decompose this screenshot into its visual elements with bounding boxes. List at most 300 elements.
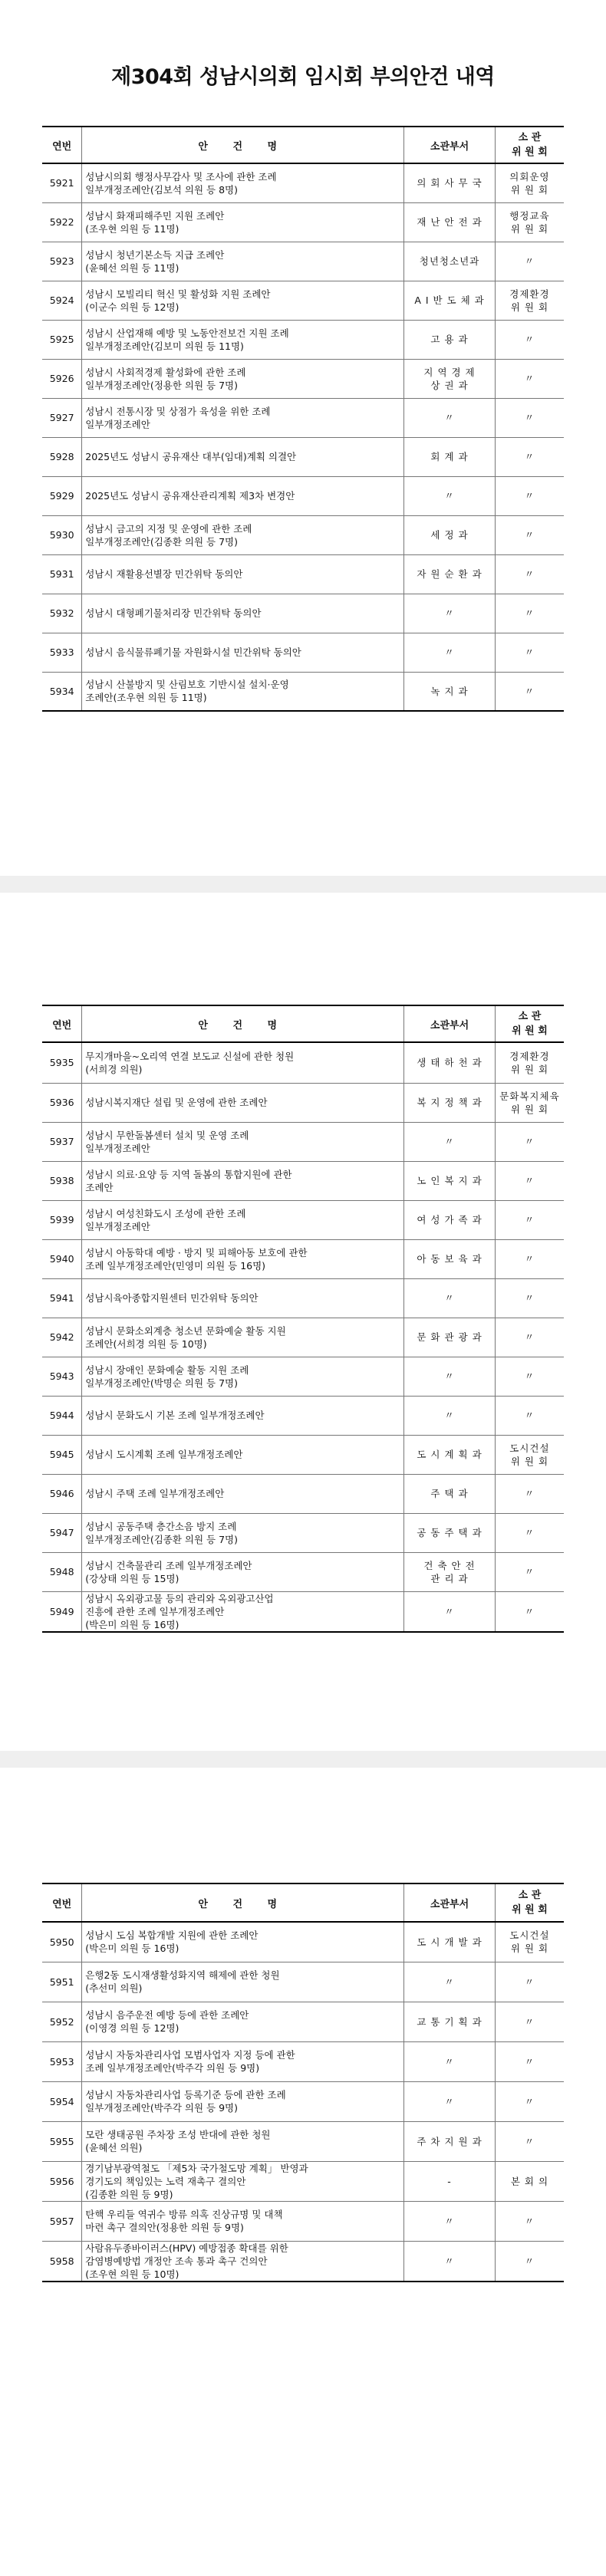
row-item [82, 515, 404, 554]
row-committee [495, 554, 564, 594]
row-number: 5934 [42, 672, 82, 711]
header-number: 연번 [42, 127, 82, 163]
row-item [82, 2041, 404, 2081]
row-department [404, 2002, 496, 2041]
row-committee [495, 1474, 564, 1513]
table-row [42, 2161, 564, 2201]
cell-line: A I 반 도 체 과 [414, 294, 485, 306]
cell-line: 감염병예방법 개정안 조속 통과 촉구 건의안 [85, 2255, 268, 2267]
cell-line: 위 원 회 [510, 301, 549, 313]
cell-line: 위 원 회 [510, 222, 549, 235]
cell-line: 성남시 사회적경제 활성화에 관한 조례 [85, 366, 246, 378]
row-number: 5923 [42, 242, 82, 281]
row-department [404, 515, 496, 554]
row-item [82, 1122, 404, 1161]
row-committee [495, 1083, 564, 1122]
row-number: 5929 [42, 476, 82, 515]
cell-line: 일부개정조례안 [85, 1142, 150, 1154]
cell-line: 의회운영 [509, 170, 550, 183]
row-department [404, 320, 496, 359]
cell-line: 성남시 전통시장 및 상점가 육성을 위한 조례 [85, 405, 271, 417]
row-number: 5942 [42, 1318, 82, 1357]
row-item [82, 1962, 404, 2002]
cell-line: 성남시 문화소외계층 청소년 문화예술 활동 지원 [85, 1324, 286, 1337]
row-number: 5926 [42, 359, 82, 398]
cell-line: 〃 [524, 1566, 535, 1578]
cell-line: 경제환경 [509, 288, 550, 300]
cell-line: (박은미 의원 등 16명) [85, 1618, 179, 1630]
row-department [404, 1083, 496, 1122]
row-department [404, 359, 496, 398]
cell-line: 〃 [524, 529, 535, 541]
cell-line: 회 계 과 [430, 451, 469, 462]
cell-line: 여 성 가 족 과 [417, 1214, 482, 1225]
row-item [82, 2161, 404, 2201]
row-number: 5941 [42, 1278, 82, 1318]
row-department [404, 554, 496, 594]
cell-line: 교 통 기 획 과 [417, 2015, 482, 2028]
row-item [82, 2002, 404, 2041]
cell-line: 조례안(조우현 의원 등 11명) [85, 692, 207, 704]
table-row [42, 2081, 564, 2121]
table-row [42, 1318, 564, 1357]
header-item: 안 건 명 [82, 1883, 404, 1922]
row-item [82, 359, 404, 398]
row-committee [495, 320, 564, 359]
table-row [42, 515, 564, 554]
row-department [404, 1474, 496, 1513]
cell-line: 〃 [524, 1488, 535, 1499]
cell-line: 생 태 하 천 과 [417, 1057, 482, 1069]
row-item [82, 1435, 404, 1474]
table-row [42, 2002, 564, 2041]
cell-line: 성남시 자동차관리사업 등록기준 등에 관한 조례 [85, 2089, 286, 2101]
cell-line: 성남시 음식물류폐기물 자원화시설 민간위탁 동의안 [85, 646, 301, 658]
cell-line: 〃 [524, 2015, 535, 2028]
cell-line: 〃 [524, 1527, 535, 1538]
cell-line: 성남시육아종합지원센터 민간위탁 동의안 [85, 1292, 259, 1304]
cell-line: 성남시 장애인 문화예술 활동 지원 조례 [85, 1364, 249, 1376]
cell-line: 〃 [524, 646, 535, 658]
agenda-table-page-3 [42, 1883, 564, 2282]
header-committee [495, 1005, 564, 1042]
row-department [404, 242, 496, 281]
table-row [42, 202, 564, 242]
row-department [404, 2121, 496, 2161]
row-department [404, 281, 496, 320]
cell-line: 은행2동 도시재생활성화지역 해제에 관한 청원 [85, 1969, 280, 1981]
row-item [82, 2081, 404, 2121]
table-row [42, 359, 564, 398]
cell-line: 관 리 과 [430, 1572, 469, 1584]
row-item [82, 1161, 404, 1200]
cell-line: 성남시의회 행정사무감사 및 조사에 관한 조례 [85, 170, 277, 183]
row-number: 5930 [42, 515, 82, 554]
cell-line: 〃 [524, 451, 535, 462]
row-item [82, 1591, 404, 1632]
cell-line: 일부개정조례안 [85, 418, 150, 430]
cell-line: 〃 [444, 1136, 455, 1147]
row-item [82, 398, 404, 437]
row-committee [495, 2121, 564, 2161]
cell-line: 성남시 산업재해 예방 및 노동안전보건 지원 조례 [85, 327, 289, 339]
row-committee [495, 1357, 564, 1396]
row-committee [495, 163, 564, 202]
cell-line: 〃 [444, 490, 455, 502]
row-committee [495, 1042, 564, 1083]
cell-line: 건 축 안 전 [423, 1559, 476, 1571]
cell-line: 조례안 [85, 1181, 114, 1193]
cell-line: 위 원 회 [510, 1943, 549, 1955]
cell-line: 〃 [444, 1292, 455, 1304]
row-department [404, 1042, 496, 1083]
row-committee [495, 672, 564, 711]
row-item [82, 202, 404, 242]
row-department [404, 594, 496, 633]
row-number: 5938 [42, 1161, 82, 1200]
cell-line: 〃 [444, 1370, 455, 1382]
cell-line: (서희경 의원) [85, 1063, 143, 1075]
row-department [404, 633, 496, 672]
cell-line: 도시건설 [509, 1930, 550, 1942]
agenda-table-page-2 [42, 1005, 564, 1633]
table-row [42, 1474, 564, 1513]
cell-line: 〃 [444, 2055, 455, 2068]
cell-line: 일부개정조례안(김종환 의원 등 7명) [85, 535, 238, 548]
row-number: 5948 [42, 1552, 82, 1591]
row-item [82, 320, 404, 359]
header-committee-bottom: 위 원 회 [512, 146, 548, 158]
cell-line: (박은미 의원 등 16명) [85, 1943, 179, 1955]
row-item [82, 1239, 404, 1278]
row-committee [495, 1278, 564, 1318]
row-item [82, 1513, 404, 1552]
cell-line: 세 정 과 [430, 529, 469, 541]
cell-line: (이군수 의원 등 12명) [85, 301, 179, 313]
row-item [82, 672, 404, 711]
page-separator [0, 876, 606, 893]
cell-line: 일부개정조례안(김보미 의원 등 11명) [85, 340, 244, 352]
header-row [42, 127, 564, 163]
row-department [404, 2241, 496, 2282]
table-row [42, 1239, 564, 1278]
row-number: 5933 [42, 633, 82, 672]
row-committee [495, 1396, 564, 1435]
row-department [404, 1513, 496, 1552]
row-number: 5955 [42, 2121, 82, 2161]
cell-line: 위 원 회 [510, 1455, 549, 1467]
cell-line: 성남시 자동차관리사업 모범사업자 지정 등에 관한 [85, 2049, 295, 2061]
row-committee [495, 2081, 564, 2121]
table-row [42, 1396, 564, 1435]
cell-line: 성남시복지재단 설립 및 운영에 관한 조례안 [85, 1097, 268, 1108]
cell-line: 본 회 의 [510, 2175, 549, 2187]
cell-line: 〃 [444, 607, 455, 619]
cell-line: 성남시 옥외광고물 등의 관리와 옥외광고산업 [85, 1592, 274, 1604]
cell-line: 공 동 주 택 과 [417, 1527, 482, 1538]
cell-line: 성남시 아동학대 예방 · 방지 및 피해아동 보호에 관한 [85, 1246, 308, 1258]
table-row [42, 398, 564, 437]
cell-line: 〃 [444, 1976, 455, 1988]
cell-line: 〃 [524, 2095, 535, 2107]
row-committee [495, 242, 564, 281]
row-number: 5928 [42, 437, 82, 476]
row-committee [495, 2201, 564, 2241]
cell-line: 상 권 과 [430, 379, 469, 391]
header-committee-bottom: 위 원 회 [512, 1025, 548, 1037]
header-department: 소관부서 [404, 1883, 496, 1922]
row-department [404, 1435, 496, 1474]
row-number: 5945 [42, 1435, 82, 1474]
row-number: 5932 [42, 594, 82, 633]
cell-line: 조례 일부개정조례안(민영미 의원 등 16명) [85, 1259, 266, 1272]
row-committee [495, 515, 564, 554]
cell-line: 성남시 무한돌봄센터 설치 및 운영 조례 [85, 1129, 249, 1141]
cell-line: 진흥에 관한 조례 일부개정조례안 [85, 1605, 225, 1617]
cell-line: 〃 [524, 2055, 535, 2068]
cell-line: 고 용 과 [430, 334, 469, 345]
row-item [82, 1042, 404, 1083]
cell-line: 일부개정조례안(김종환 의원 등 7명) [85, 1533, 238, 1545]
cell-line: 2025년도 성남시 공유재산 대부(임대)계획 의결안 [85, 451, 297, 462]
row-item [82, 554, 404, 594]
cell-line: 성남시 산불방지 및 산림보호 기반시설 설치·운영 [85, 679, 289, 691]
row-item [82, 1474, 404, 1513]
header-department: 소관부서 [404, 1005, 496, 1042]
row-department [404, 2161, 496, 2201]
row-department [404, 1278, 496, 1318]
table-row [42, 1161, 564, 1200]
row-number: 5925 [42, 320, 82, 359]
cell-line: 〃 [444, 1410, 455, 1421]
table-row [42, 1042, 564, 1083]
cell-line: 〃 [524, 685, 535, 697]
row-number: 5936 [42, 1083, 82, 1122]
row-number: 5952 [42, 2002, 82, 2041]
cell-line: 〃 [524, 1136, 535, 1147]
table-row [42, 1083, 564, 1122]
cell-line: 행정교육 [509, 209, 550, 222]
table-row [42, 320, 564, 359]
cell-line: 성남시 금고의 지정 및 운영에 관한 조례 [85, 522, 252, 535]
cell-line: 무지개마을~오리역 연결 보도교 신설에 관한 청원 [85, 1050, 295, 1062]
row-number: 5922 [42, 202, 82, 242]
row-department [404, 202, 496, 242]
cell-line: 성남시 의료·요양 등 지역 돌봄의 통합지원에 관한 [85, 1168, 292, 1180]
row-department [404, 2201, 496, 2241]
cell-line: 위 원 회 [510, 1063, 549, 1075]
row-number: 5940 [42, 1239, 82, 1278]
row-department [404, 2041, 496, 2081]
row-item [82, 242, 404, 281]
cell-line: 주 택 과 [430, 1488, 469, 1499]
table-row [42, 1357, 564, 1396]
header-committee [495, 1883, 564, 1922]
row-item [82, 437, 404, 476]
cell-line: (강상태 의원 등 15명) [85, 1572, 179, 1584]
cell-line: 일부개정조례안(정용한 의원 등 7명) [85, 379, 238, 391]
cell-line: 성남시 대형폐기물처리장 민간위탁 동의안 [85, 607, 262, 619]
cell-line: 〃 [524, 1292, 535, 1304]
cell-line: (조우현 의원 등 11명) [85, 222, 179, 235]
cell-line: (윤혜선 의원) [85, 2142, 143, 2153]
header-item: 안 건 명 [82, 127, 404, 163]
row-department [404, 1396, 496, 1435]
row-committee [495, 2002, 564, 2041]
cell-line: 성남시 주택 조례 일부개정조례안 [85, 1488, 225, 1499]
row-item [82, 2121, 404, 2161]
table-row [42, 1435, 564, 1474]
cell-line: 〃 [524, 2255, 535, 2267]
cell-line: 도시건설 [509, 1442, 550, 1454]
row-department [404, 163, 496, 202]
cell-line: 〃 [524, 334, 535, 345]
row-committee [495, 437, 564, 476]
row-item [82, 2201, 404, 2241]
cell-line: 도 시 개 발 과 [417, 1936, 482, 1948]
row-committee [495, 1435, 564, 1474]
row-item [82, 1552, 404, 1591]
row-item [82, 1396, 404, 1435]
row-committee [495, 398, 564, 437]
row-number: 5935 [42, 1042, 82, 1083]
row-item [82, 1278, 404, 1318]
table-row [42, 1122, 564, 1161]
cell-line: 〃 [524, 607, 535, 619]
cell-line: 성남시 공동주택 층간소음 방지 조례 [85, 1520, 237, 1532]
row-committee [495, 476, 564, 515]
cell-line: 위 원 회 [510, 183, 549, 196]
row-committee [495, 2041, 564, 2081]
table-row [42, 437, 564, 476]
row-committee [495, 1239, 564, 1278]
table-row [42, 1962, 564, 2002]
row-number: 5957 [42, 2201, 82, 2241]
cell-line: 성남시 청년기본소득 지급 조례안 [85, 248, 225, 261]
cell-line: 〃 [524, 1253, 535, 1265]
cell-line: (김종환 의원 등 9명) [85, 2188, 173, 2200]
cell-line: 성남시 도심 복합개발 지원에 관한 조례안 [85, 1930, 259, 1942]
row-number: 5949 [42, 1591, 82, 1632]
cell-line: 성남시 모빌리티 혁신 및 활성화 지원 조례안 [85, 288, 271, 300]
cell-line: 〃 [444, 1605, 455, 1617]
cell-line: 〃 [524, 490, 535, 502]
cell-line: 〃 [444, 2215, 455, 2227]
row-department [404, 437, 496, 476]
row-department [404, 1318, 496, 1357]
table-row [42, 163, 564, 202]
table-row [42, 1513, 564, 1552]
cell-line: 〃 [444, 646, 455, 658]
row-number: 5931 [42, 554, 82, 594]
row-number: 5921 [42, 163, 82, 202]
document-title: 제304회 성남시의회 임시회 부의안건 내역 [111, 65, 495, 89]
row-item [82, 476, 404, 515]
row-department [404, 1357, 496, 1396]
row-item [82, 594, 404, 633]
row-committee [495, 2241, 564, 2282]
cell-line: 복 지 정 책 과 [417, 1097, 482, 1108]
cell-line: (조우현 의원 등 10명) [85, 2268, 179, 2280]
cell-line: 일부개정조례안 [85, 1220, 150, 1232]
row-committee [495, 1318, 564, 1357]
agenda-table-page-1 [42, 126, 564, 712]
cell-line: 〃 [524, 568, 535, 580]
page-separator [0, 1751, 606, 1768]
cell-line: 주 차 지 원 과 [417, 2135, 482, 2147]
table-row [42, 242, 564, 281]
row-committee [495, 2161, 564, 2201]
row-department [404, 1161, 496, 1200]
row-department [404, 1962, 496, 2002]
row-committee [495, 359, 564, 398]
cell-line: 조례 일부개정조례안(박주각 의원 등 9명) [85, 2062, 260, 2074]
cell-line: 〃 [524, 255, 535, 267]
header-row [42, 1883, 564, 1922]
row-number: 5951 [42, 1962, 82, 2002]
row-department [404, 2081, 496, 2121]
cell-line: 〃 [524, 373, 535, 384]
row-committee [495, 1922, 564, 1962]
cell-line: 지 역 경 제 [423, 366, 476, 378]
cell-line: 사람유두종바이러스(HPV) 예방접종 확대를 위한 [85, 2242, 288, 2254]
table-row [42, 2041, 564, 2081]
table-row [42, 1552, 564, 1591]
row-number: 5954 [42, 2081, 82, 2121]
cell-line: 자 원 순 환 과 [417, 568, 482, 580]
cell-line: 〃 [524, 1175, 535, 1186]
row-number: 5944 [42, 1396, 82, 1435]
cell-line: 문 화 관 광 과 [417, 1331, 482, 1343]
cell-line: 탄핵 우리들 역귀수 방류 의혹 진상규명 및 대책 [85, 2209, 283, 2220]
row-department [404, 1552, 496, 1591]
table-row [42, 1591, 564, 1632]
row-item [82, 2241, 404, 2282]
row-committee [495, 1962, 564, 2002]
cell-line: 성남시 재활용선별장 민간위탁 동의안 [85, 568, 243, 580]
table-row [42, 2201, 564, 2241]
cell-line: 경기남부광역철도 「제5차 국가철도망 계획」 반영과 [85, 2162, 308, 2174]
cell-line: 〃 [524, 1605, 535, 1617]
row-number: 5927 [42, 398, 82, 437]
cell-line: 〃 [444, 2255, 455, 2267]
row-committee [495, 633, 564, 672]
row-number: 5937 [42, 1122, 82, 1161]
cell-line: 조례안(서희경 의원 등 10명) [85, 1337, 207, 1350]
cell-line: 〃 [524, 1976, 535, 1988]
cell-line: 〃 [524, 1410, 535, 1421]
row-department [404, 1239, 496, 1278]
row-number: 5950 [42, 1922, 82, 1962]
cell-line: (추선미 의원) [85, 1982, 143, 1994]
row-item [82, 163, 404, 202]
cell-line: 〃 [524, 2135, 535, 2147]
header-committee-bottom: 위 원 회 [512, 1904, 548, 1916]
table-row [42, 554, 564, 594]
cell-line: (윤혜선 의원 등 11명) [85, 262, 179, 274]
cell-line: 문화복지체육 [499, 1090, 560, 1102]
cell-line: 성남시 여성친화도시 조성에 관한 조례 [85, 1207, 246, 1219]
row-department [404, 1122, 496, 1161]
row-department [404, 1200, 496, 1239]
row-number: 5947 [42, 1513, 82, 1552]
cell-line: 일부개정조례안(박주각 의원 등 9명) [85, 2102, 238, 2114]
table-row [42, 672, 564, 711]
cell-line: 〃 [444, 2095, 455, 2107]
header-row [42, 1005, 564, 1042]
table-row [42, 633, 564, 672]
row-department [404, 672, 496, 711]
